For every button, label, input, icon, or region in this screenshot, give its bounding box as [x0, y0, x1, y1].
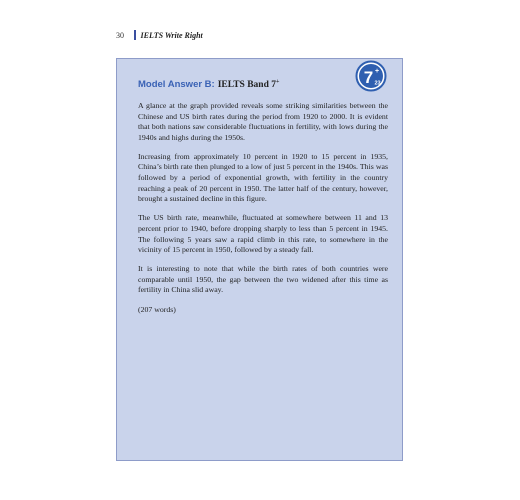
running-title: IELTS Write Right: [140, 30, 203, 40]
paragraph-4: It is interesting to note that while the birth rates of both countries were comparable until 1950, the gap between the two widened after this time as fertility in China slid away.: [138, 264, 388, 295]
badge-sub: 23: [374, 80, 381, 87]
band-text: IELTS Band 7: [217, 80, 276, 91]
paragraph-1: A glance at the graph provided reveals some striking similarities between the Chinese and US birth rates during the period from 1920 to 2000. It is evident that both nations saw considerable fluctuations in fertility, with lows during the 1940s and highs during the 1950s.: [138, 101, 388, 142]
badge-number: 7: [363, 68, 374, 87]
band-superscript: +: [276, 79, 280, 85]
model-answer-panel: [116, 58, 403, 461]
word-count: (207 words): [138, 304, 176, 314]
page-header: [116, 30, 203, 40]
page-number: 30: [116, 30, 124, 40]
band-badge-icon: [355, 59, 387, 93]
band-label: [218, 80, 280, 90]
paragraph-3: The US birth rate, meanwhile, fluctuated at somewhere between 11 and 13 percent prior to 1940, before dropping sharply to less than 5 percent in 1945. The following 5 years saw a rapid climb in this rate, to somewhere in the vicinity of 15 percent in 1950, followed by a steady fall.: [138, 213, 388, 255]
paragraph-2: Increasing from approximately 10 percent in 1920 to 15 percent in 1935, China’s birth rate then plunged to a low of just 5 percent in the 1940s. This was followed by a period of exponential growth, with fertility in the country reaching a peak of 20 percent in 1950. The latter half of the century, however, brought a sustained decline in this figure.: [138, 151, 388, 204]
panel-title: [138, 79, 279, 90]
model-answer-label: Model Answer B:: [138, 79, 215, 91]
badge-sup: +: [374, 68, 380, 75]
answer-body: [138, 101, 388, 324]
header-divider: [134, 30, 136, 40]
